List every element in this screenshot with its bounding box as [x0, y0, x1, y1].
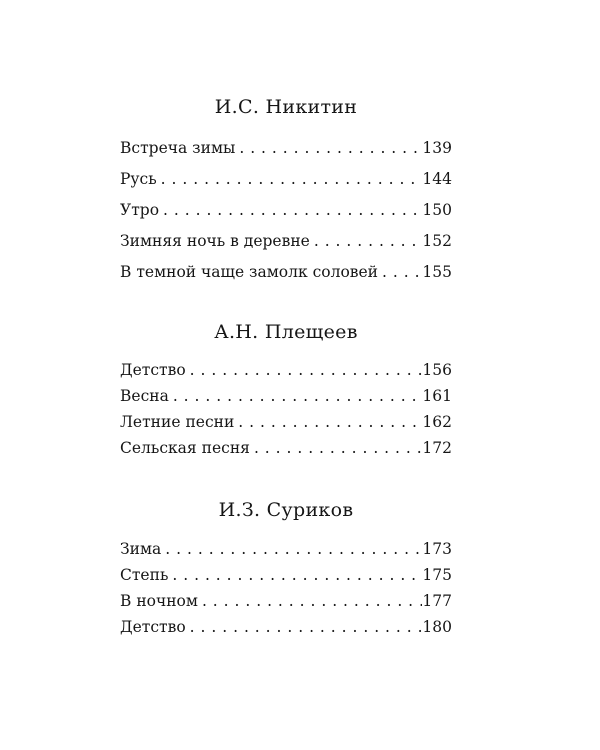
toc-entry-page: 152	[422, 232, 452, 250]
toc-section-pleshcheev	[120, 319, 452, 461]
dot-leader	[250, 435, 422, 461]
toc-entry-title: Зима	[120, 540, 162, 558]
dot-leader	[235, 133, 422, 164]
toc-entry-title: Весна	[120, 387, 169, 405]
toc-entry[interactable]	[120, 383, 452, 409]
toc-entry-title: В темной чаще замолк соловей	[120, 263, 379, 281]
toc-entry-title: Степь	[120, 566, 169, 584]
toc-entry-page: 155	[422, 263, 452, 281]
toc-entry-page: 139	[422, 139, 452, 157]
toc-entry[interactable]	[120, 562, 452, 588]
toc-entry[interactable]	[120, 409, 452, 435]
dot-leader	[159, 195, 422, 226]
dot-leader	[161, 536, 422, 562]
toc-entry-title: Утро	[120, 201, 160, 219]
toc-entry-page: 144	[422, 170, 452, 188]
toc-entry[interactable]	[120, 257, 452, 288]
toc-entry-title: Зимняя ночь в деревне	[120, 232, 310, 250]
toc-entry-title: В ночном	[120, 592, 198, 610]
toc-entry[interactable]	[120, 195, 452, 226]
toc-entry[interactable]	[120, 588, 452, 614]
author-heading: А.Н. Плещеев	[214, 321, 358, 343]
dot-leader	[310, 226, 422, 257]
toc-entry[interactable]	[120, 614, 452, 640]
toc-entry-page: 150	[422, 201, 452, 219]
toc-entry[interactable]	[120, 164, 452, 195]
toc-entry-title: Встреча зимы	[120, 139, 236, 157]
toc-entry[interactable]	[120, 357, 452, 383]
dot-leader	[198, 588, 422, 614]
toc-entry-list	[120, 133, 452, 288]
toc-entry[interactable]	[120, 536, 452, 562]
toc-entry-page: 180	[422, 618, 452, 636]
toc-entry-title: Детство	[120, 361, 186, 379]
toc-entry-title: Детство	[120, 618, 186, 636]
toc-entry-page: 161	[422, 387, 452, 405]
toc-entry-page: 173	[422, 540, 452, 558]
toc-entry-page: 177	[422, 592, 452, 610]
toc-entry-title: Сельская песня	[120, 439, 250, 457]
toc-entry-page: 175	[422, 566, 452, 584]
toc-entry-list	[120, 357, 452, 461]
toc-entry[interactable]	[120, 435, 452, 461]
toc-entry[interactable]	[120, 133, 452, 164]
author-heading: И.З. Суриков	[218, 499, 354, 521]
dot-leader	[234, 409, 422, 435]
toc-entry[interactable]	[120, 226, 452, 257]
dot-leader	[168, 562, 422, 588]
toc-entry-title: Летние песни	[120, 413, 235, 431]
dot-leader	[157, 164, 422, 195]
dot-leader	[186, 357, 422, 383]
toc-entry-page: 172	[422, 439, 452, 457]
toc-entry-page: 162	[422, 413, 452, 431]
dot-leader	[378, 257, 422, 288]
toc-entry-page: 156	[422, 361, 452, 379]
dot-leader	[169, 383, 422, 409]
toc-entry-list	[120, 536, 452, 640]
toc-section-surikov	[120, 497, 452, 640]
author-heading: И.С. Никитин	[214, 96, 358, 118]
toc-section-nikitin	[120, 94, 452, 288]
toc-entry-title: Русь	[120, 170, 157, 188]
dot-leader	[186, 614, 422, 640]
